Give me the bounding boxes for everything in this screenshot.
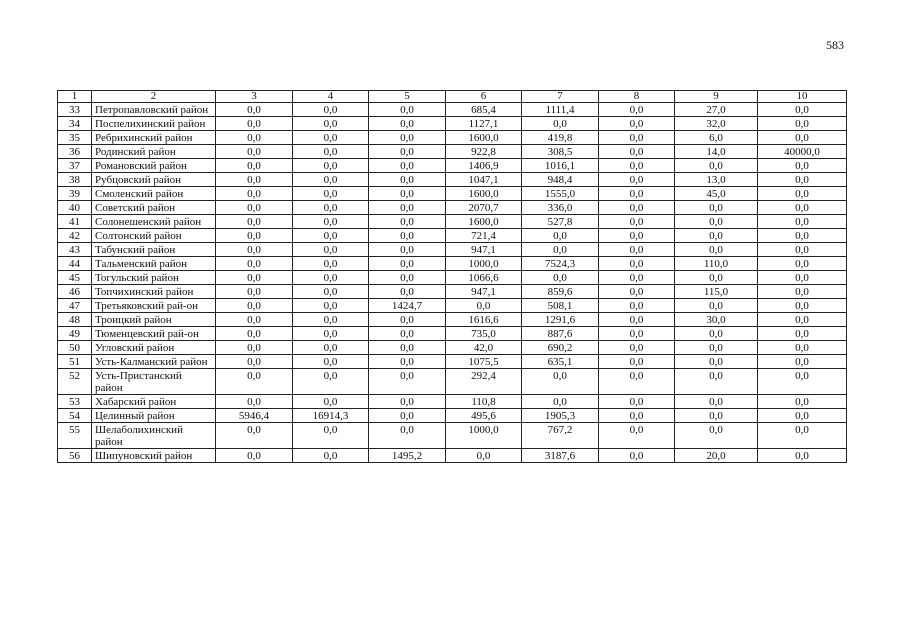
- district-name-cell: Петропавловский район: [92, 103, 216, 117]
- district-name-cell: Хабарский район: [92, 395, 216, 409]
- district-name-cell: Поспелихинский район: [92, 117, 216, 131]
- district-name-cell: Рубцовский район: [92, 173, 216, 187]
- value-cell: 42,0: [446, 341, 522, 355]
- value-cell: 1127,1: [446, 117, 522, 131]
- value-cell: 0,0: [216, 341, 293, 355]
- value-cell: 1600,0: [446, 215, 522, 229]
- row-number-cell: 56: [58, 449, 92, 463]
- value-cell: 0,0: [675, 159, 758, 173]
- value-cell: 0,0: [675, 355, 758, 369]
- row-number-cell: 54: [58, 409, 92, 423]
- value-cell: 110,8: [446, 395, 522, 409]
- value-cell: 0,0: [369, 341, 446, 355]
- value-cell: 0,0: [216, 327, 293, 341]
- row-number-cell: 37: [58, 159, 92, 173]
- row-number-cell: 41: [58, 215, 92, 229]
- value-cell: 0,0: [599, 355, 675, 369]
- value-cell: 0,0: [758, 285, 847, 299]
- value-cell: 0,0: [293, 215, 369, 229]
- row-number-cell: 39: [58, 187, 92, 201]
- district-name-cell: Табунский район: [92, 243, 216, 257]
- value-cell: 0,0: [293, 327, 369, 341]
- value-cell: 0,0: [599, 243, 675, 257]
- value-cell: 0,0: [369, 257, 446, 271]
- column-header-6: 6: [446, 91, 522, 103]
- value-cell: 0,0: [675, 409, 758, 423]
- value-cell: 7524,3: [522, 257, 599, 271]
- value-cell: 0,0: [369, 103, 446, 117]
- row-number-cell: 51: [58, 355, 92, 369]
- value-cell: 1406,9: [446, 159, 522, 173]
- district-name-cell: Родинский район: [92, 145, 216, 159]
- value-cell: 0,0: [599, 313, 675, 327]
- value-cell: 0,0: [216, 423, 293, 449]
- value-cell: 0,0: [599, 215, 675, 229]
- value-cell: 635,1: [522, 355, 599, 369]
- value-cell: 0,0: [216, 145, 293, 159]
- value-cell: 0,0: [758, 243, 847, 257]
- district-name-cell: Усть-Пристанский район: [92, 369, 216, 395]
- row-number-cell: 44: [58, 257, 92, 271]
- value-cell: 3187,6: [522, 449, 599, 463]
- value-cell: 859,6: [522, 285, 599, 299]
- page-number: 583: [826, 38, 844, 52]
- value-cell: 1000,0: [446, 257, 522, 271]
- value-cell: 735,0: [446, 327, 522, 341]
- row-number-cell: 46: [58, 285, 92, 299]
- value-cell: 0,0: [216, 449, 293, 463]
- value-cell: 0,0: [293, 285, 369, 299]
- value-cell: 0,0: [758, 215, 847, 229]
- value-cell: 0,0: [758, 257, 847, 271]
- table-row: [58, 243, 847, 257]
- value-cell: 0,0: [758, 313, 847, 327]
- row-number-cell: 42: [58, 229, 92, 243]
- value-cell: 13,0: [675, 173, 758, 187]
- table-row: [58, 271, 847, 285]
- value-cell: 0,0: [675, 215, 758, 229]
- value-cell: 0,0: [675, 271, 758, 285]
- value-cell: 0,0: [599, 327, 675, 341]
- value-cell: 0,0: [599, 369, 675, 395]
- value-cell: 0,0: [216, 103, 293, 117]
- value-cell: 0,0: [369, 173, 446, 187]
- value-cell: 0,0: [758, 327, 847, 341]
- value-cell: 0,0: [293, 341, 369, 355]
- value-cell: 0,0: [216, 271, 293, 285]
- value-cell: 1600,0: [446, 131, 522, 145]
- district-name-cell: Солтонский район: [92, 229, 216, 243]
- value-cell: 0,0: [216, 131, 293, 145]
- value-cell: 0,0: [293, 103, 369, 117]
- value-cell: 0,0: [369, 117, 446, 131]
- value-cell: 6,0: [675, 131, 758, 145]
- row-number-cell: 55: [58, 423, 92, 449]
- value-cell: 0,0: [293, 271, 369, 285]
- row-number-cell: 40: [58, 201, 92, 215]
- row-number-cell: 45: [58, 271, 92, 285]
- row-number-cell: 35: [58, 131, 92, 145]
- value-cell: 0,0: [675, 243, 758, 257]
- value-cell: 0,0: [599, 103, 675, 117]
- value-cell: 0,0: [293, 243, 369, 257]
- value-cell: 0,0: [293, 229, 369, 243]
- value-cell: 0,0: [758, 117, 847, 131]
- value-cell: 0,0: [216, 159, 293, 173]
- value-cell: 0,0: [758, 355, 847, 369]
- table-row: [58, 285, 847, 299]
- table-row: [58, 201, 847, 215]
- value-cell: 0,0: [675, 299, 758, 313]
- district-name-cell: Целинный район: [92, 409, 216, 423]
- row-number-cell: 34: [58, 117, 92, 131]
- table-row: [58, 187, 847, 201]
- value-cell: 308,5: [522, 145, 599, 159]
- value-cell: 0,0: [369, 243, 446, 257]
- value-cell: 0,0: [369, 229, 446, 243]
- value-cell: 0,0: [293, 449, 369, 463]
- value-cell: 1111,4: [522, 103, 599, 117]
- data-table: [57, 90, 847, 463]
- value-cell: 0,0: [599, 187, 675, 201]
- value-cell: 0,0: [369, 313, 446, 327]
- value-cell: 0,0: [758, 423, 847, 449]
- value-cell: 40000,0: [758, 145, 847, 159]
- value-cell: 0,0: [369, 423, 446, 449]
- value-cell: 45,0: [675, 187, 758, 201]
- value-cell: 1066,6: [446, 271, 522, 285]
- value-cell: 0,0: [293, 117, 369, 131]
- value-cell: 1291,6: [522, 313, 599, 327]
- value-cell: 0,0: [758, 271, 847, 285]
- row-number-cell: 47: [58, 299, 92, 313]
- value-cell: 0,0: [599, 341, 675, 355]
- value-cell: 0,0: [599, 449, 675, 463]
- district-name-cell: Шипуновский район: [92, 449, 216, 463]
- value-cell: 0,0: [369, 145, 446, 159]
- district-name-cell: Третьяковский рай-он: [92, 299, 216, 313]
- value-cell: 292,4: [446, 369, 522, 395]
- value-cell: 0,0: [758, 201, 847, 215]
- value-cell: 0,0: [216, 257, 293, 271]
- value-cell: 0,0: [675, 229, 758, 243]
- value-cell: 0,0: [216, 215, 293, 229]
- district-name-cell: Солонешенский район: [92, 215, 216, 229]
- value-cell: 0,0: [216, 313, 293, 327]
- district-name-cell: Смоленский район: [92, 187, 216, 201]
- value-cell: 0,0: [522, 117, 599, 131]
- value-cell: 0,0: [293, 201, 369, 215]
- value-cell: 0,0: [216, 229, 293, 243]
- value-cell: 0,0: [293, 299, 369, 313]
- column-header-2: 2: [92, 91, 216, 103]
- value-cell: 27,0: [675, 103, 758, 117]
- value-cell: 0,0: [293, 145, 369, 159]
- value-cell: 0,0: [216, 285, 293, 299]
- value-cell: 0,0: [675, 423, 758, 449]
- value-cell: 32,0: [675, 117, 758, 131]
- value-cell: 0,0: [369, 201, 446, 215]
- table-body: [58, 91, 847, 463]
- value-cell: 0,0: [293, 257, 369, 271]
- district-name-cell: Романовский район: [92, 159, 216, 173]
- district-name-cell: Топчихинский район: [92, 285, 216, 299]
- value-cell: 0,0: [675, 327, 758, 341]
- value-cell: 1016,1: [522, 159, 599, 173]
- value-cell: 0,0: [599, 285, 675, 299]
- row-number-cell: 48: [58, 313, 92, 327]
- value-cell: 0,0: [758, 229, 847, 243]
- value-cell: 1616,6: [446, 313, 522, 327]
- value-cell: 0,0: [369, 159, 446, 173]
- value-cell: 0,0: [369, 271, 446, 285]
- value-cell: 0,0: [758, 131, 847, 145]
- value-cell: 0,0: [758, 449, 847, 463]
- table-row: [58, 449, 847, 463]
- value-cell: 30,0: [675, 313, 758, 327]
- value-cell: 0,0: [599, 299, 675, 313]
- row-number-cell: 50: [58, 341, 92, 355]
- value-cell: 0,0: [675, 341, 758, 355]
- value-cell: 947,1: [446, 243, 522, 257]
- value-cell: 0,0: [599, 201, 675, 215]
- value-cell: 0,0: [369, 409, 446, 423]
- value-cell: 922,8: [446, 145, 522, 159]
- column-header-10: 10: [758, 91, 847, 103]
- value-cell: 0,0: [599, 257, 675, 271]
- table-row: [58, 327, 847, 341]
- value-cell: 0,0: [599, 229, 675, 243]
- row-number-cell: 33: [58, 103, 92, 117]
- value-cell: 1000,0: [446, 423, 522, 449]
- value-cell: 0,0: [599, 395, 675, 409]
- value-cell: 110,0: [675, 257, 758, 271]
- value-cell: 0,0: [599, 409, 675, 423]
- value-cell: 0,0: [758, 159, 847, 173]
- table-row: [58, 355, 847, 369]
- value-cell: 0,0: [293, 395, 369, 409]
- row-number-cell: 52: [58, 369, 92, 395]
- table-row: [58, 369, 847, 395]
- column-header-9: 9: [675, 91, 758, 103]
- column-header-8: 8: [599, 91, 675, 103]
- row-number-cell: 49: [58, 327, 92, 341]
- value-cell: 0,0: [522, 271, 599, 285]
- value-cell: 1047,1: [446, 173, 522, 187]
- district-name-cell: Шелаболихинский район: [92, 423, 216, 449]
- value-cell: 5946,4: [216, 409, 293, 423]
- value-cell: 1075,5: [446, 355, 522, 369]
- value-cell: 336,0: [522, 201, 599, 215]
- value-cell: 0,0: [369, 327, 446, 341]
- district-name-cell: Тальменский район: [92, 257, 216, 271]
- value-cell: 1424,7: [369, 299, 446, 313]
- value-cell: 0,0: [216, 243, 293, 257]
- value-cell: 16914,3: [293, 409, 369, 423]
- value-cell: 948,4: [522, 173, 599, 187]
- value-cell: 0,0: [369, 369, 446, 395]
- value-cell: 0,0: [293, 355, 369, 369]
- column-header-7: 7: [522, 91, 599, 103]
- value-cell: 0,0: [675, 201, 758, 215]
- value-cell: 0,0: [758, 395, 847, 409]
- table-row: [58, 117, 847, 131]
- column-header-3: 3: [216, 91, 293, 103]
- district-name-cell: Советский район: [92, 201, 216, 215]
- value-cell: 0,0: [599, 131, 675, 145]
- table-row: [58, 409, 847, 423]
- row-number-cell: 53: [58, 395, 92, 409]
- district-name-cell: Тюменцевский рай-он: [92, 327, 216, 341]
- value-cell: 690,2: [522, 341, 599, 355]
- value-cell: 0,0: [293, 159, 369, 173]
- value-cell: 0,0: [369, 285, 446, 299]
- value-cell: 0,0: [446, 449, 522, 463]
- column-header-4: 4: [293, 91, 369, 103]
- value-cell: 1555,0: [522, 187, 599, 201]
- value-cell: 0,0: [293, 423, 369, 449]
- table-row: [58, 103, 847, 117]
- value-cell: 419,8: [522, 131, 599, 145]
- table-row: [58, 299, 847, 313]
- value-cell: 0,0: [216, 173, 293, 187]
- table-row: [58, 313, 847, 327]
- table-row: [58, 131, 847, 145]
- value-cell: 0,0: [216, 201, 293, 215]
- value-cell: 0,0: [758, 187, 847, 201]
- value-cell: 887,6: [522, 327, 599, 341]
- column-header-5: 5: [369, 91, 446, 103]
- value-cell: 0,0: [216, 187, 293, 201]
- value-cell: 767,2: [522, 423, 599, 449]
- table-row: [58, 341, 847, 355]
- value-cell: 0,0: [599, 117, 675, 131]
- value-cell: 0,0: [293, 313, 369, 327]
- value-cell: 0,0: [522, 369, 599, 395]
- value-cell: 0,0: [758, 409, 847, 423]
- value-cell: 0,0: [522, 243, 599, 257]
- row-number-cell: 43: [58, 243, 92, 257]
- value-cell: 0,0: [675, 369, 758, 395]
- value-cell: 0,0: [369, 215, 446, 229]
- header-row: [58, 91, 847, 103]
- table-row: [58, 257, 847, 271]
- value-cell: 0,0: [369, 395, 446, 409]
- value-cell: 0,0: [293, 173, 369, 187]
- value-cell: 0,0: [599, 271, 675, 285]
- value-cell: 0,0: [293, 131, 369, 145]
- table-row: [58, 145, 847, 159]
- table-row: [58, 229, 847, 243]
- district-name-cell: Ребрихинский район: [92, 131, 216, 145]
- value-cell: 495,6: [446, 409, 522, 423]
- value-cell: 0,0: [216, 369, 293, 395]
- row-number-cell: 36: [58, 145, 92, 159]
- value-cell: 0,0: [293, 187, 369, 201]
- table-row: [58, 423, 847, 449]
- district-name-cell: Троицкий район: [92, 313, 216, 327]
- value-cell: 0,0: [758, 299, 847, 313]
- value-cell: 0,0: [293, 369, 369, 395]
- value-cell: 0,0: [758, 369, 847, 395]
- value-cell: 2070,7: [446, 201, 522, 215]
- value-cell: 0,0: [216, 355, 293, 369]
- value-cell: 115,0: [675, 285, 758, 299]
- value-cell: 0,0: [599, 159, 675, 173]
- value-cell: 0,0: [216, 117, 293, 131]
- value-cell: 0,0: [758, 341, 847, 355]
- value-cell: 20,0: [675, 449, 758, 463]
- table-row: [58, 215, 847, 229]
- value-cell: 947,1: [446, 285, 522, 299]
- value-cell: 0,0: [599, 423, 675, 449]
- value-cell: 0,0: [675, 395, 758, 409]
- value-cell: 0,0: [522, 229, 599, 243]
- table-row: [58, 159, 847, 173]
- value-cell: 0,0: [758, 173, 847, 187]
- value-cell: 0,0: [446, 299, 522, 313]
- column-header-1: 1: [58, 91, 92, 103]
- row-number-cell: 38: [58, 173, 92, 187]
- value-cell: 1905,3: [522, 409, 599, 423]
- district-name-cell: Тогульский район: [92, 271, 216, 285]
- value-cell: 0,0: [599, 145, 675, 159]
- value-cell: 0,0: [758, 103, 847, 117]
- value-cell: 0,0: [216, 395, 293, 409]
- table-row: [58, 395, 847, 409]
- table-row: [58, 173, 847, 187]
- district-name-cell: Усть-Калманский район: [92, 355, 216, 369]
- value-cell: 1600,0: [446, 187, 522, 201]
- value-cell: 527,8: [522, 215, 599, 229]
- value-cell: 0,0: [522, 395, 599, 409]
- value-cell: 0,0: [369, 187, 446, 201]
- district-name-cell: Угловский район: [92, 341, 216, 355]
- value-cell: 14,0: [675, 145, 758, 159]
- value-cell: 685,4: [446, 103, 522, 117]
- value-cell: 1495,2: [369, 449, 446, 463]
- value-cell: 508,1: [522, 299, 599, 313]
- value-cell: 0,0: [369, 355, 446, 369]
- value-cell: 721,4: [446, 229, 522, 243]
- value-cell: 0,0: [216, 299, 293, 313]
- value-cell: 0,0: [369, 131, 446, 145]
- value-cell: 0,0: [599, 173, 675, 187]
